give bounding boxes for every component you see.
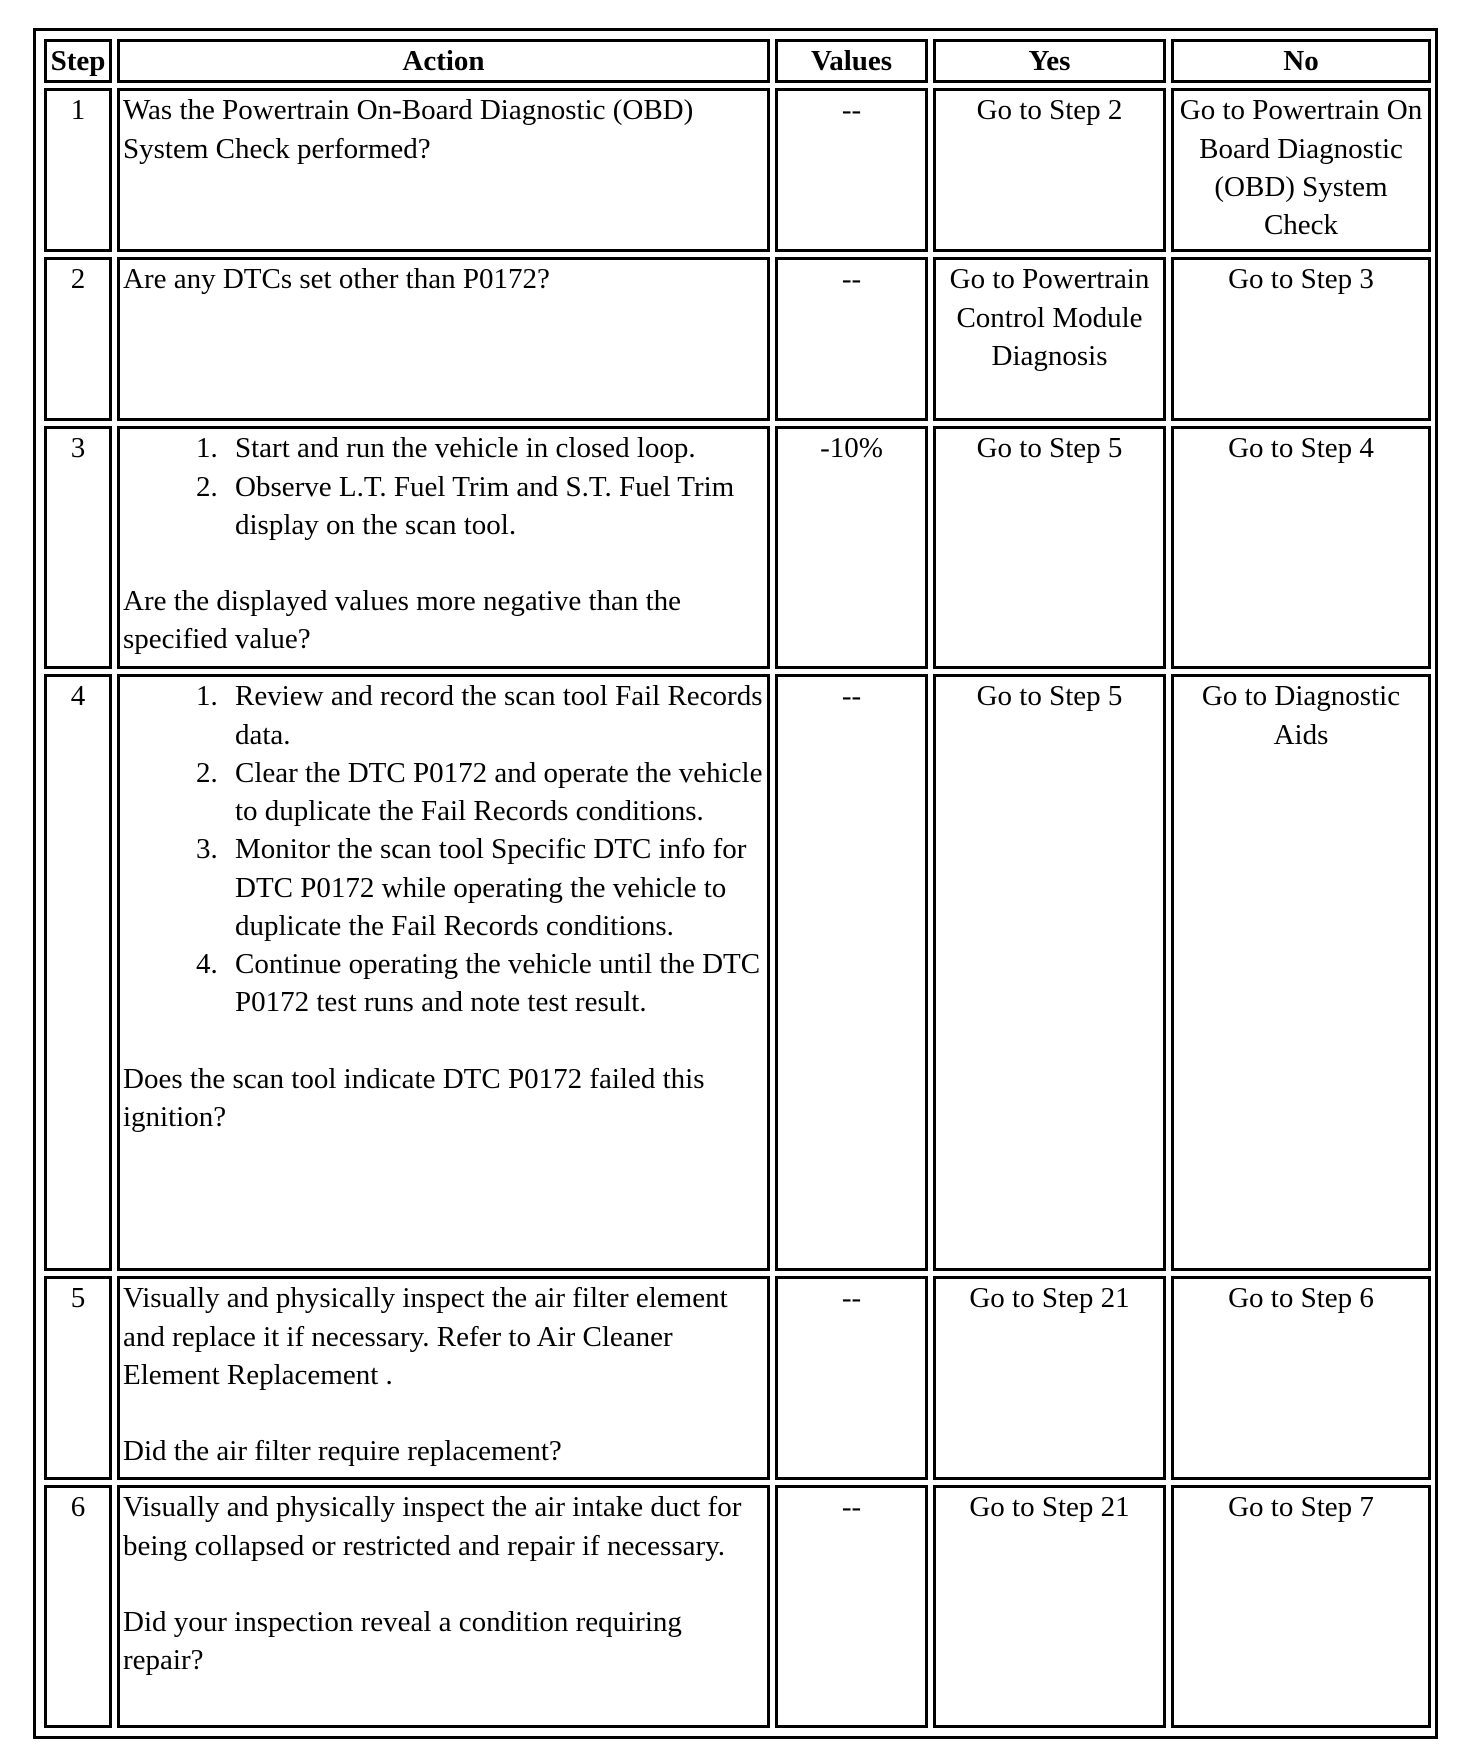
action-question: Did the air filter require replacement?: [123, 1435, 562, 1468]
action-steps-list: [123, 429, 764, 544]
yes-cell: Go to Step 2: [933, 88, 1166, 252]
step-number: 6: [44, 1485, 112, 1728]
action-step-item: 2. Observe L.T. Fuel Trim and S.T. Fuel Trim display on the scan tool.: [225, 468, 764, 545]
action-step-item: 1. Review and record the scan tool Fail Records data.: [225, 677, 764, 754]
header-row: [44, 39, 1431, 83]
values-cell: --: [775, 257, 928, 421]
action-step-item: 1. Start and run the vehicle in closed loop.: [225, 429, 764, 467]
step-number: 5: [44, 1276, 112, 1480]
table-row: [44, 1276, 1431, 1480]
action-cell: [117, 88, 770, 252]
diagnostic-table: [39, 34, 1436, 1733]
action-cell: [117, 1276, 770, 1480]
values-cell: --: [775, 1276, 928, 1480]
table-row: [44, 674, 1431, 1271]
no-cell: Go to Step 4: [1171, 426, 1431, 669]
values-cell: --: [775, 674, 928, 1271]
no-cell: Go to Step 7: [1171, 1485, 1431, 1728]
header-no: No: [1171, 39, 1431, 83]
action-question: Are the displayed values more negative than the specified value?: [123, 585, 682, 656]
no-cell: Go to Diagnostic Aids: [1171, 674, 1431, 1271]
step-number: 4: [44, 674, 112, 1271]
diagnostic-table-frame: [33, 28, 1438, 1739]
table-row: [44, 257, 1431, 421]
action-text: Visually and physically inspect the air filter element and replace it if necessary. Refer to Air Cleaner Element Replacement .: [123, 1282, 728, 1391]
no-cell: Go to Powertrain On Board Diagnostic (OBD) System Check: [1171, 88, 1431, 252]
step-number: 3: [44, 426, 112, 669]
yes-cell: Go to Powertrain Control Module Diagnosis: [933, 257, 1166, 421]
yes-cell: Go to Step 21: [933, 1276, 1166, 1480]
values-cell: --: [775, 1485, 928, 1728]
table-row: [44, 426, 1431, 669]
action-cell: [117, 674, 770, 1271]
action-cell: [117, 1485, 770, 1728]
header-values: Values: [775, 39, 928, 83]
action-step-item: 4. Continue operating the vehicle until the DTC P0172 test runs and note test result.: [225, 945, 764, 1022]
header-step: Step: [44, 39, 112, 83]
action-text: Visually and physically inspect the air intake duct for being collapsed or restricted and repair if necessary.: [123, 1491, 742, 1562]
values-cell: --: [775, 88, 928, 252]
action-question: Does the scan tool indicate DTC P0172 failed this ignition?: [123, 1062, 705, 1133]
action-step-item: 3. Monitor the scan tool Specific DTC info for DTC P0172 while operating the vehicle to duplicate the Fail Records conditions.: [225, 830, 764, 945]
table-row: [44, 88, 1431, 252]
action-steps-list: [123, 677, 764, 1021]
action-step-item: 2. Clear the DTC P0172 and operate the vehicle to duplicate the Fail Records conditions.: [225, 754, 764, 831]
yes-cell: Go to Step 21: [933, 1485, 1166, 1728]
action-text: Was the Powertrain On-Board Diagnostic (OBD) System Check performed?: [123, 94, 694, 165]
step-number: 1: [44, 88, 112, 252]
action-cell: [117, 426, 770, 669]
action-cell: [117, 257, 770, 421]
table-row: [44, 1485, 1431, 1728]
action-question: Did your inspection reveal a condition requiring repair?: [123, 1605, 682, 1677]
yes-cell: Go to Step 5: [933, 426, 1166, 669]
values-cell: -10%: [775, 426, 928, 669]
no-cell: Go to Step 3: [1171, 257, 1431, 421]
header-yes: Yes: [933, 39, 1166, 83]
no-cell: Go to Step 6: [1171, 1276, 1431, 1480]
action-text: Are any DTCs set other than P0172?: [123, 263, 550, 296]
yes-cell: Go to Step 5: [933, 674, 1166, 1271]
step-number: 2: [44, 257, 112, 421]
header-action: Action: [117, 39, 770, 83]
